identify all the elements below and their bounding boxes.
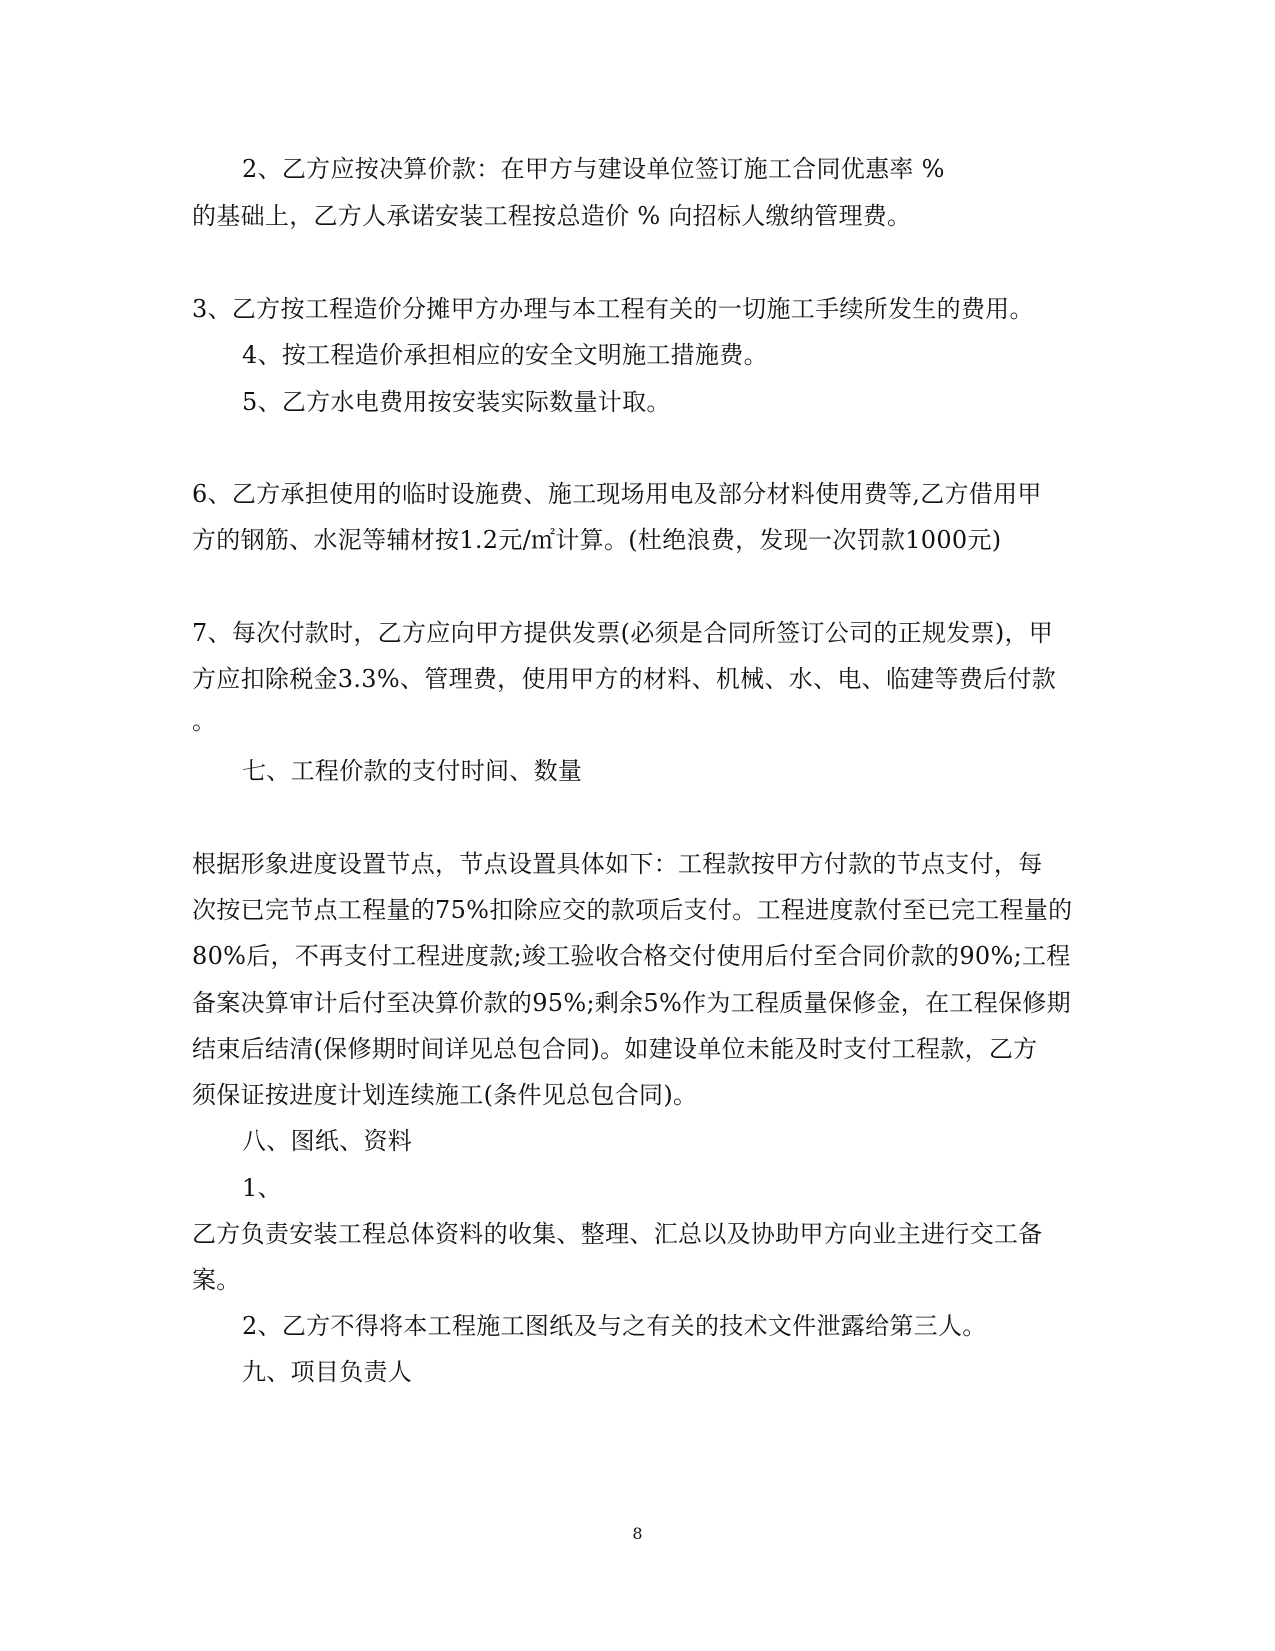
section-heading: 九、项目负责人 <box>242 1358 413 1386</box>
text-line: 6、乙方承担使用的临时设施费、施工现场用电及部分材料使用费等,乙方借用甲 <box>192 480 1042 508</box>
text-line: 次按已完节点工程量的75%扣除应交的款项后支付。工程进度款付至已完工程量的 <box>192 896 1073 924</box>
text-line: 。 <box>192 707 217 735</box>
text-line: 备案决算审计后付至决算价款的95%;剩余5%作为工程质量保修金，在工程保修期 <box>192 989 1071 1017</box>
text-line: 乙方负责安装工程总体资料的收集、整理、汇总以及协助甲方向业主进行交工备 <box>192 1220 1043 1248</box>
text-line: 5、乙方水电费用按安装实际数量计取。 <box>242 388 671 416</box>
text-line: 2、乙方应按决算价款：在甲方与建设单位签订施工合同优惠率 % <box>242 155 945 183</box>
text-line: 7、每次付款时，乙方应向甲方提供发票(必须是合同所签订公司的正规发票)，甲 <box>192 619 1054 647</box>
page-number: 8 <box>632 1524 643 1543</box>
text-line: 的基础上，乙方人承诺安装工程按总造价 % 向招标人缴纳管理费。 <box>192 202 912 230</box>
text-line: 方的钢筋、水泥等辅材按1.2元/㎡计算。(杜绝浪费，发现一次罚款1000元) <box>192 526 1002 554</box>
text-line: 根据形象进度设置节点，节点设置具体如下：工程款按甲方付款的节点支付，每 <box>192 850 1043 878</box>
section-heading: 七、工程价款的支付时间、数量 <box>242 757 583 785</box>
text-line: 须保证按进度计划连续施工(条件见总包合同)。 <box>192 1081 698 1109</box>
text-line: 4、按工程造价承担相应的安全文明施工措施费。 <box>242 341 768 369</box>
text-line: 结束后结清(保修期时间详见总包合同)。如建设单位未能及时支付工程款，乙方 <box>192 1035 1038 1063</box>
section-heading: 八、图纸、资料 <box>242 1127 413 1155</box>
text-line: 3、乙方按工程造价分摊甲方办理与本工程有关的一切施工手续所发生的费用。 <box>192 295 1034 323</box>
text-line: 1、 <box>242 1174 282 1202</box>
text-line: 2、乙方不得将本工程施工图纸及与之有关的技术文件泄露给第三人。 <box>242 1312 987 1340</box>
text-line: 80%后，不再支付工程进度款;竣工验收合格交付使用后付至合同价款的90%;工程 <box>192 942 1071 970</box>
text-line: 案。 <box>192 1266 241 1294</box>
text-line: 方应扣除税金3.3%、管理费，使用甲方的材料、机械、水、电、临建等费后付款 <box>192 665 1057 693</box>
